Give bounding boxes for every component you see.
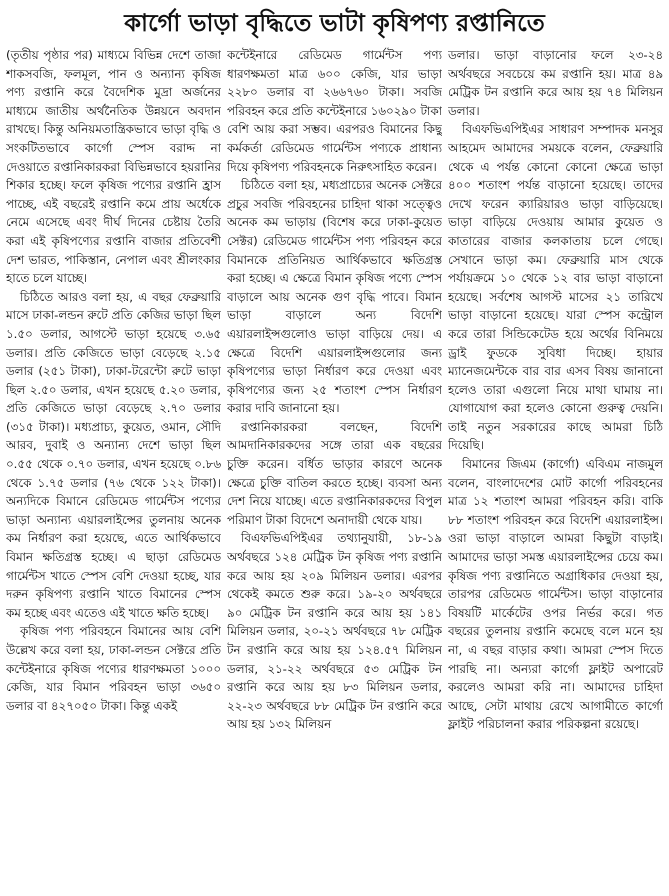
article-body [6,46,663,896]
article-paragraph: কন্টেইনারে রেডিমেড গার্মেন্টস পণ্য ধারণক্ষমতা মাত্র ৬০০ কেজি, যার ভাড়া ২২৮০ ডলার বা ২৬৬৭৬০ টাকা। সবজি পরিবহন করে প্রতি কন্টেইনারে ১৬০২৯০ টাকা বেশি আয় করা সম্ভব। এরপরও বিমানের কিছু কর্মকর্তা রেডিমেড গার্মেন্টস পণ্যকে প্রাধান্য দিয়ে কৃষিপণ্য পরিবহনকে নিরুৎসাহিত করেন। [227,48,442,174]
article-paragraph: (তৃতীয় পৃষ্ঠার পর) মাধ্যমে বিভিন্ন দেশে তাজা শাকসবজি, ফলমূল, পান ও অন্যান্য কৃষিজ পণ্য রপ্তানি করে বৈদেশিক মুদ্রা অর্জনের মাধ্যমে জাতীয় অর্থনৈতিক উন্নয়নে অবদান রাখছে। কিন্তু অনিয়মতান্ত্রিকভাবে ভাড়া বৃদ্ধি ও সংকটিতভাবে কার্গো স্পেস বরাদ্দ না দেওয়াতে রপ্তানিকারকরা বিভিন্নভাবে হয়রানির শিকার হচ্ছে। ফলে কৃষিজ পণ্যের রপ্তানি হ্রাস পাচ্ছে, এই বছরেই রপ্তানি কমে প্রায় অর্ধেকে নেমে এসেছে এবং দীর্ঘ দিনের চেষ্টায় তৈরি করা এই কৃষিপণ্যের রপ্তানি বাজার প্রতিবেশী দেশ ভারত, পাকিস্তান, নেপাল এবং শ্রীলংকার হাতে চলে যাচ্ছে। [6,48,221,286]
article-column-1 [6,46,221,896]
article-paragraph: চিঠিতে বলা হয়, মধ্যপ্রাচ্যের অনেক সেক্টরে প্রচুর সবজি পরিবহনের চাহিদা থাকা সত্ত্বেও অনেক কম ভাড়ায় (বিশেষ করে ঢাকা-কুয়েত সেক্টর) রেডিমেড গার্মেন্টস পণ্য পরিবহন করে বিমানকে প্রতিনিয়ত আর্থিকভাবে ক্ষতিগ্রস্ত করা হচ্ছে। এ ক্ষেত্রে বিমান কৃষিজ পণ্যে স্পেস বাড়ালে আয় অনেক গুণ বৃদ্ধি পাবে। বিমান ভাড়া বাড়ালে অন্য বিদেশি এয়ারলাইন্সগুলোও ভাড়া বাড়িয়ে দেয়। এ ক্ষেত্রে বিদেশি এয়ারলাইন্সগুলোর জন্য কৃষিপণ্যের ভাড়া নির্ধারণ করে দেওয়া এবং কৃষিপণ্যের জন্য ২৫ শতাংশ স্পেস নির্ধারণ করার দাবি জানানো হয়। [227,178,442,416]
article-headline: কার্গো ভাড়া বৃদ্ধিতে ভাটা কৃষিপণ্য রপ্তানিতে [124,8,545,37]
article-paragraph: রপ্তানিকারকরা বলছেন, বিদেশি আমদানিকারকদের সঙ্গে তারা এক বছরের চুক্তি করেন। বর্ধিত ভাড়ার কারণে অনেক ক্ষেত্রে চুক্তি বাতিল করতে হচ্ছে। ব্যবসা অন্য দেশ নিয়ে যাচ্ছে। এতে রপ্তানিকারকদের বিপুল পরিমাণ টাকা বিদেশে অনাদায়ী থেকে যায়। [227,419,442,527]
article-paragraph: বিএফভিএপিইএর সাধারণ সম্পাদক মনসুর আহমেদ আমাদের সময়কে বলেন, ফেব্রুয়ারি থেকে এ পর্যন্ত কোনো কোনো ক্ষেত্রে ভাড়া ৪০০ শতাংশ পর্যন্ত বাড়ানো হয়েছে। তাদের দেখে ফরেন ক্যারিয়ারও ভাড়া বাড়িয়েছে। ভাড়া বাড়িয়ে দেওয়ায় আমার কুয়েত ও কাতারের বাজার কলকাতায় চলে গেছে। সেখানে ভাড়া কম। ফেব্রুয়ারি মাস থেকে পর্যায়ক্রমে ১০ থেকে ১২ বার ভাড়া বাড়ানো হয়েছে। সর্বশেষ আগস্ট মাসের ২১ তারিখে ভাড়া বাড়ানো হয়েছে। যারা স্পেস কন্ট্রোল করে তারা সিন্ডিকেটেড হয়ে অর্থের বিনিময়ে ড্রাই ফুডকে সুবিধা দিচ্ছে। হায়ার ম্যানেজমেন্টকে বার বার এসব বিষয় জানানো হলেও তারা এগুলো নিয়ে মাথা ঘামায় না। যোগাযোগ করা হলেও কোনো গুরুত্ব দেয়নি। তাই নতুন সরকারের কাছে আমরা চিঠি দিয়েছি। [448,122,663,453]
article-paragraph: ডলার। ভাড়া বাড়ানোর ফলে ২৩-২৪ অর্থবছরে সবচেয়ে কম রপ্তানি হয়। মাত্র ৪৯ মেট্রিক টন রপ্তানি করে আয় হয় ৭৪ মিলিয়ন ডলার। [448,48,663,118]
article-column-2 [227,46,442,896]
article-paragraph: বিএফভিএপিইএর তথ্যানুযায়ী, ১৮-১৯ অর্থবছরে ১২৪ মেট্রিক টন কৃষিজ পণ্য রপ্তানি করে আয় হয় ২০৯ মিলিয়ন ডলার। এরপর থেকেই কমতে শুরু করে। ১৯-২০ অর্থবছরে ৯০ মেট্রিক টন রপ্তানি করে আয় হয় ১৪১ মিলিয়ন ডলার, ২০-২১ অর্থবছরে ৭৮ মেট্রিক টন রপ্তানি করে আয় হয় ১২৪.৫৭ মিলিয়ন ডলার, ২১-২২ অর্থবছরে ৫৩ মেট্রিক টন রপ্তানি করে আয় হয় ৮৩ মিলিয়ন ডলার, ২২-২৩ অর্থবছরে ৮৮ মেট্রিক টন রপ্তানি করে আয় হয় ১৩২ মিলিয়ন [227,531,442,732]
article-column-3 [448,46,663,896]
article-paragraph: বিমানের জিএম (কার্গো) এবিএম নাজমুল বলেন, বাংলাদেশের মোট কার্গো পরিবহনের মাত্র ১২ শতাংশ আমরা পরিবহন করি। বাকি ৮৮ শতাংশ পরিবহন করে বিদেশি এয়ারলাইন্স। ওরা ভাড়া বাড়ালে আমরা কিছুটা বাড়াই। আমাদের ভাড়া সমস্ত এয়ারলাইন্সের চেয়ে কম। কৃষিজ পণ্য রপ্তানিতে অগ্রাধিকার দেওয়া হয়, তারপর রেডিমেড গার্মেন্টস। ভাড়া বাড়ানোর বিষয়টি মার্কেটের ওপর নির্ভর করে। গত বছরের তুলনায় রপ্তানি কমেছে বলে মনে হয় না, এ বছর বাড়ার কথা। আমরা স্পেস দিতে পারছি না। অন্যরা কার্গো ফ্লাইট অপারেট করলেও আমরা করি না। আমাদের চাহিদা আছে, সেটা মাথায় রেখে আগামীতে কার্গো ফ্লাইট পরিচালনা করার পরিকল্পনা রয়েছে। [448,457,663,732]
article-paragraph: কৃষিজ পণ্য পরিবহনে বিমানের আয় বেশি উল্লেখ করে বলা হয়, ঢাকা-লন্ডন সেক্টরে প্রতি কন্টেইনারে কৃষিজ পণ্যের ধারণক্ষমতা ১০০০ কেজি, যার বিমান পরিবহন ভাড়া ৩৬৫০ ডলার বা ৪২৭০৫০ টাকা। কিন্তু একই [6,624,221,713]
article-paragraph: চিঠিতে আরও বলা হয়, এ বছর ফেব্রুয়ারি মাসে ঢাকা-লন্ডন রুটে প্রতি কেজির ভাড়া ছিল ১.৫০ ডলার, আগস্টে ভাড়া হয়েছে ৩.৬৫ ডলার। প্রতি কেজিতে ভাড়া বেড়েছে ২.১৫ ডলার (২৫১ টাকা), ঢাকা-টরেন্টো রুটে ভাড়া ছিল ২.৫০ ডলার, এখন হয়েছে ৫.২০ ডলার, প্রতি কেজিতে ভাড়া বেড়েছে ২.৭০ ডলার (৩১৫ টাকা)। মধ্যপ্রাচ্য, কুয়েত, ওমান, সৌদি আরব, দুবাই ও অন্যান্য দেশে ভাড়া ছিল ০.৫৫ থেকে ০.৭০ ডলার, এখন হয়েছে ০.৮৬ থেকে ১.৭৫ ডলার (৭৬ থেকে ১২২ টাকা)। অন্যদিকে বিমানে রেডিমেড গার্মেন্টস পণ্যের ভাড়া অন্যান্য এয়ারলাইন্সের তুলনায় অনেক কম নির্ধারণ করা হয়েছে, এতে আর্থিকভাবে বিমান ক্ষতিগ্রস্ত হচ্ছে। এ ছাড়া রেডিমেড গার্মেন্টস খাতে স্পেস বেশি দেওয়া হচ্ছে, যার দরুন কৃষিপণ্য রপ্তানি খাতে বিমানের স্পেস কম হচ্ছে এবং এতেও এই খাতে ক্ষতি হচ্ছে। [6,289,221,620]
